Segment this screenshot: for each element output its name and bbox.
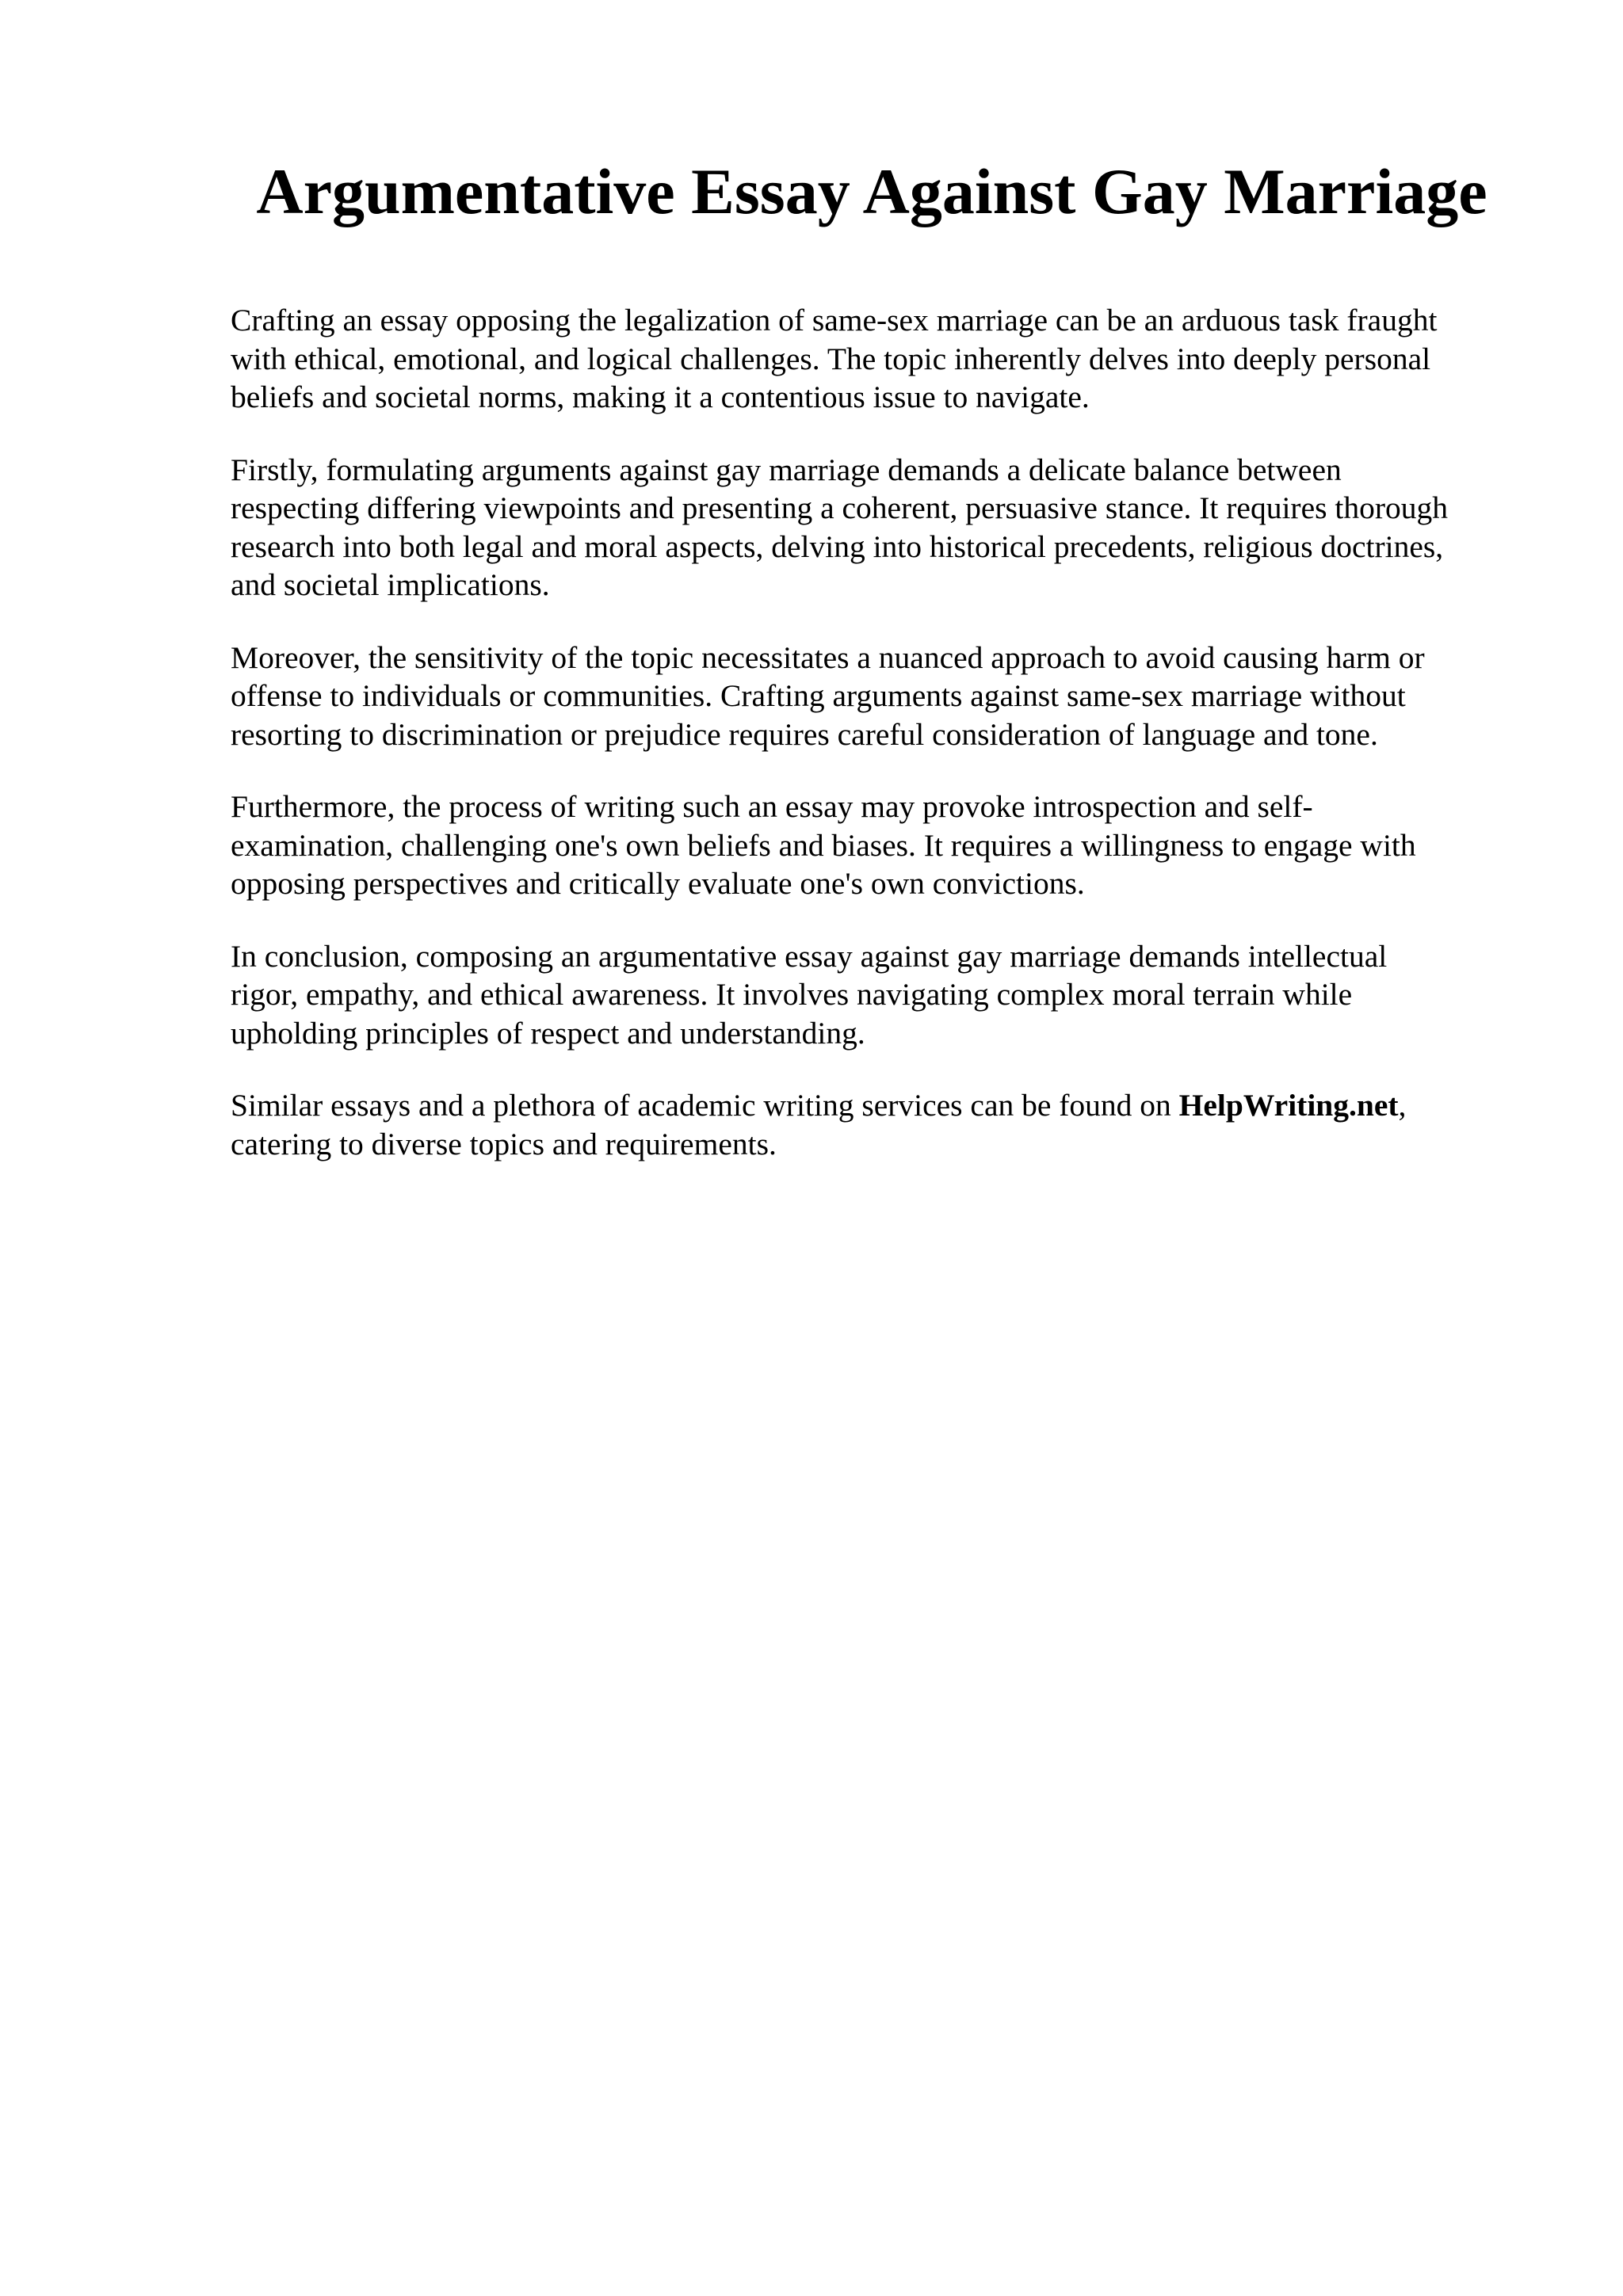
paragraph-line: beliefs and societal norms, making it a contentious issue to navigate. [231, 379, 1090, 414]
closing-text: Similar essays and a plethora of academic writing services can be found on [231, 1088, 1179, 1123]
paragraph-line: rigor, empathy, and ethical awareness. It involves navigating complex moral terrain while [231, 977, 1353, 1012]
paragraph-closing [231, 1086, 1514, 1163]
paragraph-line: opposing perspectives and critically evaluate one's own convictions. [231, 866, 1085, 901]
paragraph-line: Moreover, the sensitivity of the topic necessitates a nuanced approach to avoid causing harm or [231, 639, 1425, 675]
paragraph-moreover [231, 639, 1514, 754]
paragraph-furthermore [231, 788, 1514, 903]
paragraph-line: with ethical, emotional, and logical challenges. The topic inherently delves into deeply personal [231, 341, 1431, 376]
paragraph-line: upholding principles of respect and understanding. [231, 1015, 865, 1051]
paragraph-line: resorting to discrimination or prejudice requires careful consideration of language and tone. [231, 716, 1378, 752]
paragraph-line: examination, challenging one's own beliefs and biases. It requires a willingness to engage with [231, 827, 1416, 863]
paragraph-line: and societal implications. [231, 567, 550, 602]
paragraph-line: catering to diverse topics and requirements. [231, 1126, 777, 1161]
brand-link[interactable]: HelpWriting.net [1178, 1088, 1399, 1123]
paragraph-line: Firstly, formulating arguments against gay marriage demands a delicate balance between [231, 452, 1342, 487]
paragraph-firstly [231, 451, 1514, 605]
paragraph-line: respecting differing viewpoints and presenting a coherent, persuasive stance. It requires thorough [231, 490, 1448, 525]
paragraph-line: In conclusion, composing an argumentative essay against gay marriage demands intellectual [231, 938, 1388, 974]
paragraph-line: Furthermore, the process of writing such an essay may provoke introspection and self- [231, 789, 1313, 824]
paragraph-line: Crafting an essay opposing the legalization of same-sex marriage can be an arduous task fraught [231, 303, 1438, 338]
paragraph-line: research into both legal and moral aspects, delving into historical precedents, religious doctrines, [231, 528, 1444, 564]
document-body [231, 301, 1514, 1197]
document-title: Argumentative Essay Against Gay Marriage [256, 155, 1487, 227]
paragraph-intro [231, 301, 1514, 417]
paragraph-line: offense to individuals or communities. Crafting arguments against same-sex marriage without [231, 678, 1406, 713]
paragraph-conclusion [231, 937, 1514, 1053]
paragraph-line [231, 1086, 1514, 1125]
closing-comma: , [1398, 1088, 1407, 1123]
